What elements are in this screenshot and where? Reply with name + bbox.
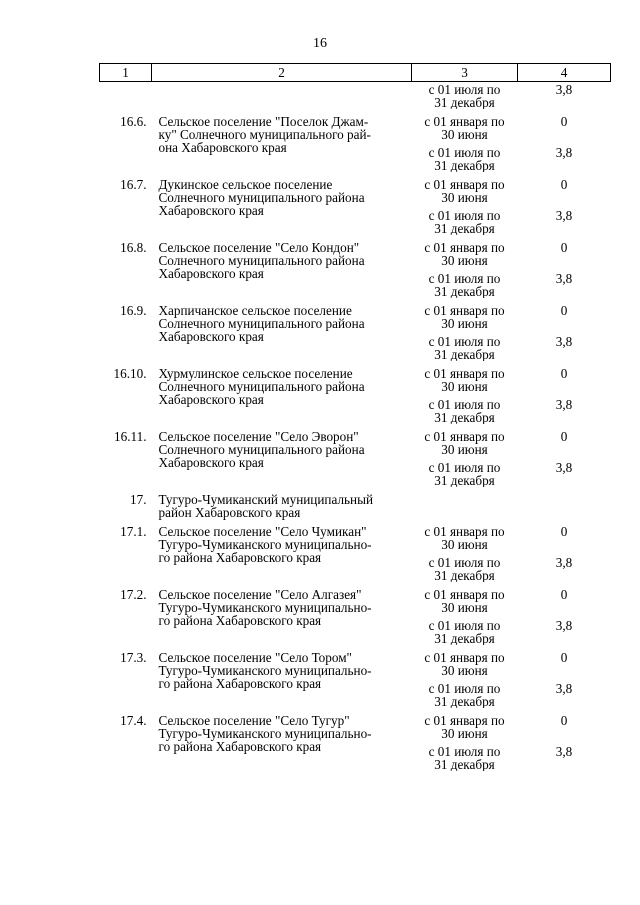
rate-value: 3,8 xyxy=(555,745,573,759)
row-name xyxy=(152,298,412,361)
period-line: с 01 июля по xyxy=(428,272,501,286)
period-line: с 01 июля по xyxy=(428,398,501,412)
period-line: 31 декабря xyxy=(434,757,495,771)
row-number: 16.9. xyxy=(120,303,147,318)
period-line: 30 июня xyxy=(441,379,488,393)
period-line: 30 июня xyxy=(441,442,488,456)
row-name-line: Хабаровского края xyxy=(158,455,264,470)
rate-value: 3,8 xyxy=(555,335,573,349)
period-line: с 01 января по xyxy=(424,241,505,255)
period-second-half xyxy=(412,745,518,771)
period-cell xyxy=(412,172,518,235)
period-second-half xyxy=(412,682,518,708)
page-number: 16 xyxy=(313,36,327,51)
rate-cell xyxy=(518,298,611,361)
row-name-line: Солнечного муниципального района xyxy=(158,379,365,394)
period-line: 31 декабря xyxy=(434,568,495,582)
period-line: 30 июня xyxy=(441,316,488,330)
row-number: 17.1. xyxy=(120,524,147,539)
rate-value: 0 xyxy=(560,115,568,129)
period-second-half xyxy=(412,335,518,361)
period-second-half xyxy=(412,461,518,487)
period-line: 31 декабря xyxy=(434,410,495,424)
period-line: 31 декабря xyxy=(434,631,495,645)
table-row xyxy=(100,708,611,771)
period-line: 31 декабря xyxy=(434,347,495,361)
rate-value: 0 xyxy=(560,714,568,728)
period-line: с 01 июля по xyxy=(428,209,501,223)
rate-value: 3,8 xyxy=(555,398,573,412)
row-name-line: го района Хабаровского края xyxy=(158,550,322,565)
row-name-line: ку" Солнечного муниципального рай- xyxy=(158,127,371,142)
continuation-row xyxy=(100,82,611,110)
row-name-line: Сельское поселение "Село Кондон" xyxy=(158,240,360,255)
period-first-half xyxy=(412,714,518,740)
period-line: с 01 июля по xyxy=(428,682,501,696)
row-name-line: Сельское поселение "Село Чумикан" xyxy=(158,524,367,539)
rate-cell xyxy=(518,519,611,582)
period-line: 30 июня xyxy=(441,726,488,740)
period-line: 30 июня xyxy=(441,537,488,551)
period-line: 31 декабря xyxy=(434,694,495,708)
rate-value: 0 xyxy=(560,525,568,539)
period-line: 30 июня xyxy=(441,663,488,677)
period-line: 30 июня xyxy=(441,127,488,141)
row-name-line: Хабаровского края xyxy=(158,329,264,344)
rate-value: 0 xyxy=(560,241,568,255)
period-line: с 01 июля по xyxy=(428,619,501,633)
row-name-line: Солнечного муниципального района xyxy=(158,442,365,457)
row-name-line: Тугуро-Чумиканского муниципально- xyxy=(158,537,372,552)
period-first-half xyxy=(412,304,518,330)
period-cell xyxy=(412,298,518,361)
period-first-half xyxy=(412,241,518,267)
period-second-half xyxy=(412,272,518,298)
period-cell xyxy=(412,82,518,110)
row-name-line: Сельское поселение "Село Тугур" xyxy=(158,713,350,728)
period-line: с 01 января по xyxy=(424,430,505,444)
row-number: 16.7. xyxy=(120,177,147,192)
table-row xyxy=(100,487,611,519)
rate-value: 3,8 xyxy=(555,682,573,696)
row-name xyxy=(152,172,412,235)
rate-value: 0 xyxy=(560,304,568,318)
period-line: с 01 июля по xyxy=(428,745,501,759)
row-number: 16.10. xyxy=(113,366,147,381)
rate-cell xyxy=(518,582,611,645)
period-line: с 01 июля по xyxy=(428,335,501,349)
row-name-line: Хурмулинское сельское поселение xyxy=(158,366,353,381)
rate-cell xyxy=(518,361,611,424)
column-header-2: 2 xyxy=(152,64,412,82)
period-line: 31 декабря xyxy=(434,158,495,172)
table-row xyxy=(100,109,611,172)
rate-value: 3,8 xyxy=(555,619,573,633)
row-name xyxy=(152,519,412,582)
row-name-line: район Хабаровского края xyxy=(158,505,301,520)
rate-value: 0 xyxy=(560,367,568,381)
table-row xyxy=(100,582,611,645)
rate-cell xyxy=(518,645,611,708)
period-cell xyxy=(412,109,518,172)
rate-value: 3,8 xyxy=(555,83,573,97)
period-line: 31 декабря xyxy=(434,221,495,235)
row-name-line: Тугуро-Чумиканский муниципальный xyxy=(158,492,374,507)
rate-cell xyxy=(518,172,611,235)
table-row xyxy=(100,361,611,424)
period-cell xyxy=(412,424,518,487)
rate-cell xyxy=(518,424,611,487)
row-number: 16.6. xyxy=(120,114,147,129)
period-line: с 01 июля по xyxy=(428,146,501,160)
row-name-line: она Хабаровского края xyxy=(158,140,287,155)
row-name-line: Тугуро-Чумиканского муниципально- xyxy=(158,600,372,615)
row-number: 17. xyxy=(130,492,147,507)
period-line: с 01 июля по xyxy=(428,83,501,97)
column-header-4: 4 xyxy=(518,64,611,82)
row-name-line: Сельское поселение "Село Эворон" xyxy=(158,429,359,444)
row-name xyxy=(152,82,412,110)
period-line: с 01 января по xyxy=(424,588,505,602)
row-name-line: го района Хабаровского края xyxy=(158,613,322,628)
period-line: с 01 июля по xyxy=(428,461,501,475)
period-second-half xyxy=(412,209,518,235)
period-line: с 01 января по xyxy=(424,367,505,381)
period-line: 31 декабря xyxy=(434,473,495,487)
row-name-line: Сельское поселение "Поселок Джам- xyxy=(158,114,369,129)
table-row xyxy=(100,235,611,298)
period-line: с 01 января по xyxy=(424,115,505,129)
rate-value: 3,8 xyxy=(555,146,573,160)
period-cell xyxy=(412,645,518,708)
period-first-half xyxy=(412,525,518,551)
rate-value: 0 xyxy=(560,430,568,444)
table-row xyxy=(100,172,611,235)
rate-value: 3,8 xyxy=(555,556,573,570)
period-second-half xyxy=(412,83,518,109)
period-first-half xyxy=(412,651,518,677)
row-name xyxy=(152,708,412,771)
row-name xyxy=(152,582,412,645)
row-name-line: Харпичанское сельское поселение xyxy=(158,303,352,318)
period-first-half xyxy=(412,178,518,204)
row-name-line: Сельское поселение "Село Тором" xyxy=(158,650,352,665)
rate-cell xyxy=(518,82,611,110)
row-number: 16.8. xyxy=(120,240,147,255)
rate-value: 0 xyxy=(560,588,568,602)
rate-cell xyxy=(518,487,611,519)
period-second-half xyxy=(412,398,518,424)
period-line: 31 декабря xyxy=(434,284,495,298)
tariff-table xyxy=(99,63,611,771)
period-line: с 01 января по xyxy=(424,651,505,665)
column-header-1: 1 xyxy=(100,64,152,82)
row-number: 17.4. xyxy=(120,713,147,728)
row-name-line: Солнечного муниципального района xyxy=(158,316,365,331)
rate-cell xyxy=(518,109,611,172)
period-second-half xyxy=(412,619,518,645)
row-name xyxy=(152,361,412,424)
period-first-half xyxy=(412,430,518,456)
row-name-line: Сельское поселение "Село Алгазея" xyxy=(158,587,362,602)
rate-value: 0 xyxy=(560,651,568,665)
row-name-line: Тугуро-Чумиканского муниципально- xyxy=(158,726,372,741)
period-cell xyxy=(412,582,518,645)
rate-value: 3,8 xyxy=(555,461,573,475)
row-name xyxy=(152,424,412,487)
row-name-line: го района Хабаровского края xyxy=(158,739,322,754)
row-number xyxy=(100,82,152,110)
row-number: 17.2. xyxy=(120,587,147,602)
row-name-line: Тугуро-Чумиканского муниципально- xyxy=(158,663,372,678)
period-cell xyxy=(412,361,518,424)
row-number: 16.11. xyxy=(114,429,147,444)
period-line: с 01 июля по xyxy=(428,556,501,570)
rate-cell xyxy=(518,235,611,298)
period-second-half xyxy=(412,146,518,172)
period-cell xyxy=(412,519,518,582)
row-name xyxy=(152,235,412,298)
table-row xyxy=(100,298,611,361)
row-name-line: Хабаровского края xyxy=(158,266,264,281)
period-line: с 01 января по xyxy=(424,525,505,539)
period-line: 30 июня xyxy=(441,600,488,614)
row-name xyxy=(152,487,412,519)
row-name-line: Хабаровского края xyxy=(158,203,264,218)
table-row xyxy=(100,645,611,708)
period-first-half xyxy=(412,367,518,393)
rate-value: 3,8 xyxy=(555,272,573,286)
period-line: 31 декабря xyxy=(434,95,495,109)
row-name-line: Хабаровского края xyxy=(158,392,264,407)
row-name-line: го района Хабаровского края xyxy=(158,676,322,691)
period-line: 30 июня xyxy=(441,190,488,204)
period-line: с 01 января по xyxy=(424,714,505,728)
period-first-half xyxy=(412,115,518,141)
period-cell xyxy=(412,708,518,771)
period-line: с 01 января по xyxy=(424,178,505,192)
table-row xyxy=(100,424,611,487)
row-number: 17.3. xyxy=(120,650,147,665)
period-line: 30 июня xyxy=(441,253,488,267)
period-second-half xyxy=(412,556,518,582)
table-header-row xyxy=(100,64,611,82)
period-cell xyxy=(412,235,518,298)
column-header-3: 3 xyxy=(412,64,518,82)
row-name-line: Солнечного муниципального района xyxy=(158,190,365,205)
period-first-half xyxy=(412,588,518,614)
rate-value: 3,8 xyxy=(555,209,573,223)
row-name xyxy=(152,645,412,708)
period-line: с 01 января по xyxy=(424,304,505,318)
rate-cell xyxy=(518,708,611,771)
period-cell xyxy=(412,487,518,519)
row-name-line: Дукинское сельское поселение xyxy=(158,177,333,192)
table-row xyxy=(100,519,611,582)
row-name xyxy=(152,109,412,172)
row-name-line: Солнечного муниципального района xyxy=(158,253,365,268)
table-body xyxy=(100,82,611,772)
rate-value: 0 xyxy=(560,178,568,192)
